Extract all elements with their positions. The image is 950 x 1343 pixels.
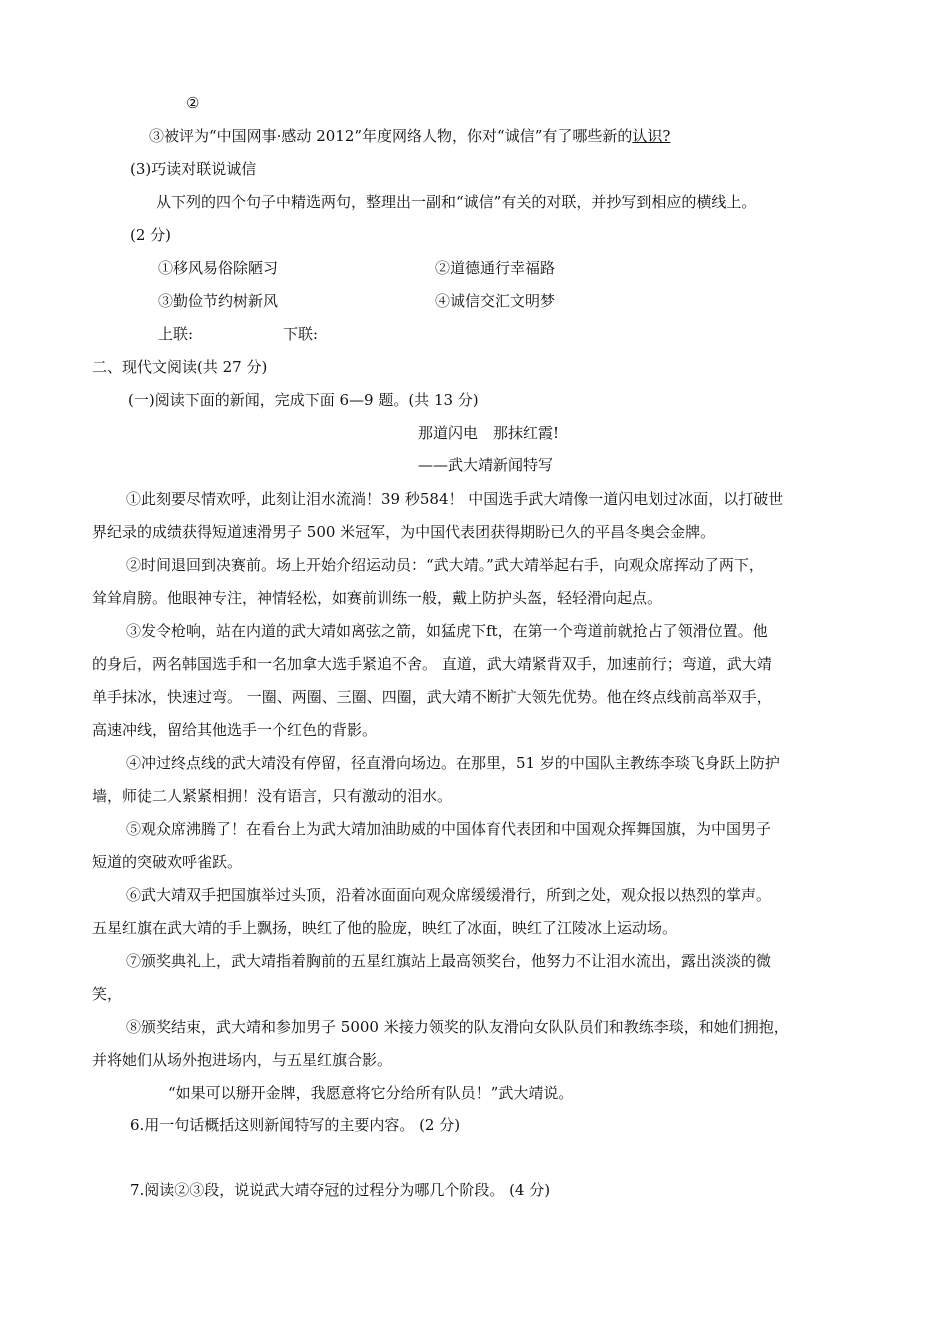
para-4-line-2: 墙，师徒二人紧紧相拥！没有语言，只有激动的泪水。 xyxy=(92,787,453,805)
para-1-line-1: ①此刻要尽情欢呼，此刻让泪水流淌！39 秒584！ 中国选手武大靖像一道闪电划过冰面，以打破世 xyxy=(126,490,784,508)
question-6: 6.用一句话概括这则新闻特写的主要内容。 (2 分) xyxy=(130,1116,461,1134)
para-2-line-1: ②时间退回到决赛前。场上开始介绍运动员：“武大靖。”武大靖举起右手，向观众席挥动了两下， xyxy=(126,556,764,574)
option-3: ③勤俭节约树新风 xyxy=(158,292,279,310)
article-quote: “如果可以掰开金牌，我愿意将它分给所有队员！”武大靖说。 xyxy=(168,1084,574,1102)
article-title: 那道闪电 那抹红霞! xyxy=(418,424,560,442)
lower-couplet-label: 下联: xyxy=(283,325,319,343)
para-3-line-3: 单手抹冰，快速过弯。 一圈、两圈、三圈、四圈，武大靖不断扩大领先优势。他在终点线前高举双手， xyxy=(92,688,772,706)
q3-instruction: 从下列的四个句子中精选两句，整理出一副和“诚信”有关的对联，并抄写到相应的横线上。 xyxy=(156,193,757,211)
option-1: ①移风易俗除陋习 xyxy=(158,259,279,277)
para-5-line-1: ⑤观众席沸腾了！在看台上为武大靖加油助威的中国体育代表团和中国观众挥舞国旗，为中国男子 xyxy=(126,820,772,838)
item-3-underlined: 认识? xyxy=(632,127,671,145)
para-3-line-2: 的身后，两名韩国选手和一名加拿大选手紧追不舍。 直道，武大靖紧背双手，加速前行；弯道，武大靖 xyxy=(92,655,772,673)
para-8-line-2: 并将她们从场外抱进场内，与五星红旗合影。 xyxy=(92,1051,393,1069)
para-5-line-2: 短道的突破欢呼雀跃。 xyxy=(92,853,243,871)
q3-heading: (3)巧读对联说诚信 xyxy=(130,160,257,178)
option-2: ②道德通行幸福路 xyxy=(435,259,556,277)
upper-couplet-label: 上联: xyxy=(158,325,194,343)
para-3-line-1: ③发令枪响，站在内道的武大靖如离弦之箭，如猛虎下ft，在第一个弯道前就抢占了领滑位置。他 xyxy=(126,622,768,640)
para-4-line-1: ④冲过终点线的武大靖没有停留，径直滑向场边。在那里，51 岁的中国队主教练李琰飞身跃上防护 xyxy=(126,754,780,772)
question-7: 7.阅读②③段，说说武大靖夺冠的过程分为哪几个阶段。 (4 分) xyxy=(130,1181,551,1199)
para-6-line-2: 五星红旗在武大靖的手上飘扬，映红了他的脸庞，映红了冰面，映红了江陵冰上运动场。 xyxy=(92,919,678,937)
section-heading: 二、现代文阅读(共 27 分) xyxy=(92,358,268,376)
para-2-line-2: 耸耸肩膀。他眼神专注，神情轻松，如赛前训练一般，戴上防护头盔，轻轻滑向起点。 xyxy=(92,589,663,607)
para-7-line-1: ⑦颁奖典礼上，武大靖指着胸前的五星红旗站上最高领奖台，他努力不让泪水流出，露出淡淡的微 xyxy=(126,952,772,970)
para-7-line-2: 笑， xyxy=(92,985,123,1003)
item-3 xyxy=(149,126,670,146)
sub-section-heading: (一)阅读下面的新闻，完成下面 6—9 题。(共 13 分) xyxy=(128,391,479,409)
para-1-line-2: 界纪录的成绩获得短道速滑男子 500 米冠军，为中国代表团获得期盼已久的平昌冬奥会金牌。 xyxy=(92,523,716,541)
para-6-line-1: ⑥武大靖双手把国旗举过头顶，沿着冰面面向观众席缓缓滑行，所到之处，观众报以热烈的掌声。 xyxy=(126,886,772,904)
item-2: ② xyxy=(186,94,200,112)
para-3-line-4: 高速冲线，留给其他选手一个红色的背影。 xyxy=(92,721,378,739)
q3-points: (2 分) xyxy=(130,226,172,244)
option-4: ④诚信交汇文明梦 xyxy=(435,292,556,310)
article-subtitle: ——武大靖新闻特写 xyxy=(418,456,554,474)
item-3-text: ③被评为“中国网事·感动 2012”年度网络人物，你对“诚信”有了哪些新的 xyxy=(149,127,633,145)
para-8-line-1: ⑧颁奖结束，武大靖和参加男子 5000 米接力领奖的队友滑向女队队员们和教练李琰，和她们拥抱， xyxy=(126,1018,789,1036)
